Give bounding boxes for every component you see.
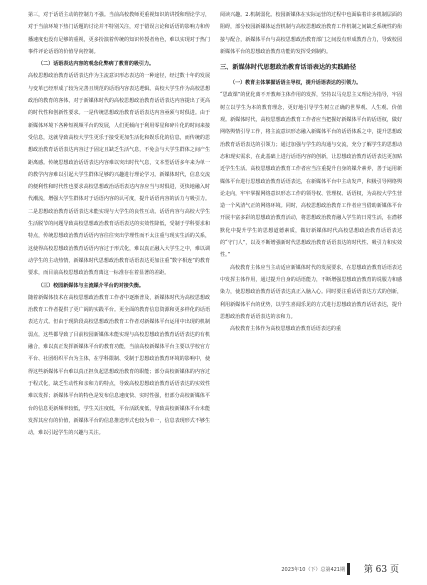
right-paragraph-1: 阅读兴趣。2.机制弱化。校园新媒体在实际运营的过程中也面临着许多机制层面的阻碍，部分校园新媒体运营机制与高校思想政治教育工作机制之间缺乏系统性的衔接与配合，新媒体平台与高校思想政治教育部门之间没有形成教育合力，导致校园新媒体平台的思想政治教育功能的发挥受到制约。	[220, 12, 402, 55]
section-heading: 三、新媒体时代思想政治教育话语表达的实践路径	[220, 64, 357, 72]
right-column	[220, 9, 402, 335]
right-paragraph-2: “思政课”的优化离不开教师主体作用的发挥，坚持以马克思主义理论为指导，牢固树立以学生为本的教育理念，更好地引导学生树立正确的世界观、人生观、价值观。新媒体时代，高校思想政治教育工作者应当把握好新媒体平台的话语权，做好网络舆情引导工作，将主流意识形态融入新媒体平台的话语体系之中，提升思想政治教育话语表达的引领力；通过加强与学生的沟通与交流，充分了解学生的思想动态和现实需求，在此基础上进行话语内容的创新，让思想政治教育话语表达更加贴近学生生活。高校思想政治教育工作者应当注重提升自身的媒介素养，善于运用新媒体平台进行思想政治教育话语表达，在新媒体平台中主动发声，积极引导网络舆论走向，牢牢掌握网络意识形态工作的领导权、管理权、话语权，为高校大学生营造一个风清气正的网络环境。同时，高校思想政治教育工作者应当借助新媒体平台开展丰富多彩的思想政治教育活动，将思想政治教育融入学生的日常生活，在潜移默化中提升学生的思想道德素质，做好新媒体时代高校思想政治教育话语表达的“守门人”，以及不断增强新时代思想政治教育话语表达的时代性、吸引力和实效性。”	[220, 92, 402, 259]
right-subheading-1: （一）教育主体掌握话语主导权，提升话语表达的引领力。	[230, 80, 362, 87]
left-subheading-2: （二）话语表达内容的观念化弊病了教育的吸引力。	[38, 61, 155, 68]
left-subheading-3: （三）校园新媒体与主流媒介平台的对接失衡。	[38, 282, 144, 289]
page-footer	[0, 558, 427, 580]
right-paragraph-4: 高校教育主体作为高校思想政治教育话语表达的重	[230, 326, 342, 333]
left-paragraph-1: 第三，对于话语主动的控制力不强。当前高校教师更重视知识的讲授和理论学习，对于当前环境下热门话题的讨论并不特别关注，对于错误言论和话语的影响力和传播速度也没有足够的重视，更多扮演着传统的知识传授者角色，难以实现对于热门事件评论话语的价值导向控制。	[28, 12, 210, 55]
page-number: 第 63 页	[363, 565, 399, 575]
issue-info: 2023年10（下）总第421期	[281, 567, 345, 573]
left-paragraph-3: 随着新媒体技术在高校思想政治教育工作者中逐渐普及，新媒体时代为高校思想政治教育工作者提供了更广阔的实践平台。更全面的教育信息资源和更多样化的话语表达方式。但由于现阶段高校思想政治教育工作者对新媒体平台运用中出现的机制弱点，这些都导致了目前校园新媒体未能实现与高校思想政治教育话语表达的有机融合，难以真正发挥新媒体平台的教育功能，当前高校新媒体平台主要以学校官方平台、社团组织平台为主体，在学科限制、受制于思想政治教育环境的影响中，使得这些新媒体平台难以真正担负起思想政治教育的职能；部分高校新媒体的内容过于程式化，缺乏生动性和亲和力的特点，导致高校思想政治教育话语表达的实效性难以发挥；新媒体平台的特色是发布信息速度快、实时性强，但部分高校新媒体平台的信息更新频率较低，学生关注度低，平台活跃度低，导致高校新媒体平台未能发挥其应有的价值，新媒体平台的信息推送形式也较为单一，信息表现形式不够生动，难以引起学生的兴趣与关注。	[28, 294, 210, 437]
footer-divider-bar	[347, 563, 350, 575]
right-paragraph-3: 高校教育主体应当主动适应新媒体时代的发展要求，在思想政治教育话语表达中发挥主体作用，通过提升自身的话语能力，不断增强思想政治教育的说服力和感染力，使思想政治教育话语表达真正入脑入心。同时要注重话语表达方式的创新，利用新媒体平台的优势，以学生喜闻乐见的方式进行思想政治教育话语表达，提升思想政治教育话语表达的亲和力。	[220, 264, 402, 320]
left-column	[28, 9, 210, 439]
left-paragraph-2: 高校思想政治教育话语表达作为主流意识形态表达的一种途径，经过数十年的发展与变革已经形成了较为完善且规范的话语内容表达逻辑。高校大学生作为高校思想政治的教育的客体，对于新媒体时代的高校思想政治教育话语表达内容提出了更高的时代性和创新性要求。一是传统思想政治教育话语表达内容亟须与时俱进。由于新媒体环境下各种短视频平台的发展，人们更倾向于利用零星和碎片化的时间来接受信息，这就导致高校大学生更乐于接受更加生活化和娱乐化的信息，而传统的思想政治教育话语表达内容过于固定且缺乏生活气息，不免会与大学生群体之间产生距离感。传统思想政治话语表达内容难以突出时代气息，文本型话语多年来为单一的教学内容难以引起大学生群体足够的兴趣进行理论学习。新媒体时代，信息交流的便利性和时代性也要求高校思想政治话语表达内容应当与时俱进，更快地融入时代潮流，增强大学生群体对于话语内容的认可度，提升话语内容的活力与吸引力。二是思想政治教育话语表达未能实现与大学生的良性互动。话语内容与高校大学生生活脱节的问题导致高校思想政治教育话语表达的实效性降低，受制于学科要求和特点，传统思想政治教育话语内容往往突出学理性而不太注重与现实生活的关系，这使得高校思想政治教育话语内容过于形式化，难以真正融入大学生之中，难以调动学生的主动热情，新媒体时代思想政治教育话语表达更加注重“数字相连”的教育要求，而目前高校思想政治教育离这一标准存在着显著的差距。	[28, 73, 210, 277]
